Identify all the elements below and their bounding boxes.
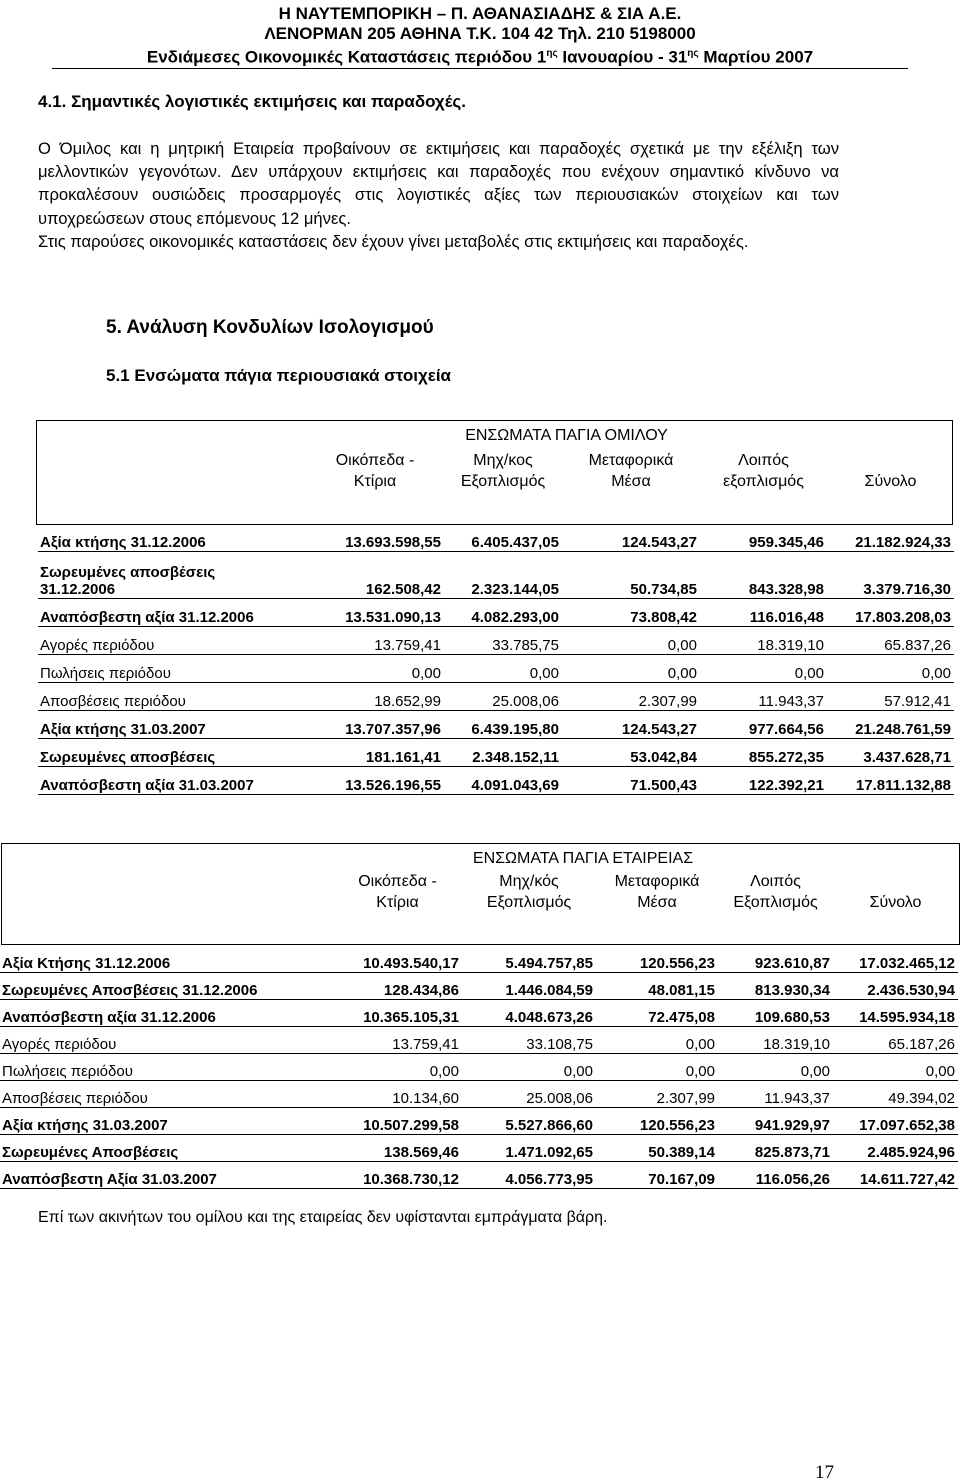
cell-value: 11.943,37 [700, 683, 827, 711]
cell-value: 0,00 [596, 1027, 718, 1054]
cell-value: 162.508,42 [306, 552, 444, 599]
cell-value: 13.531.090,13 [306, 599, 444, 627]
cell-value: 0,00 [444, 655, 562, 683]
cell-value: 73.808,42 [562, 599, 700, 627]
row-label: Αποσβέσεις περιόδου [38, 683, 306, 711]
cell-value: 2.323.144,05 [444, 552, 562, 599]
cell-value: 50.734,85 [562, 552, 700, 599]
cell-value: 71.500,43 [562, 767, 700, 795]
cell-value: 14.595.934,18 [833, 1000, 958, 1027]
cell-value: 14.611.727,42 [833, 1162, 958, 1189]
column-header: Σύνολο [869, 894, 922, 911]
table-row [38, 599, 954, 627]
page-number: 17 [815, 1462, 834, 1483]
row-label: Αξία κτήσης 31.03.2007 [0, 1108, 333, 1135]
column-header: Μηχ/κος Εξοπλισμός [460, 452, 546, 490]
row-label: Αξία κτήσης 31.12.2006 [38, 524, 306, 552]
cell-value: 17.803.208,03 [827, 599, 954, 627]
cell-value: 10.507.299,58 [333, 1108, 462, 1135]
section-4-1-paragraph-1: Ο Όμιλος και η μητρική Εταιρεία προβαίνουν σε εκτιμήσεις και παραδοχές σχετικά με την εξέλιξη των μελλοντικών γεγονότων. Δεν υπάρχουν εκτιμήσεις και παραδοχές που ενέχουν σημαντικό κίνδυνο να προκαλέσουν ουσιώδεις προσαρμογές στις λογιστικές αξίες των περιουσιακών στοιχείων και των υποχρεώσεων στους επόμενους 12 μήνες. [38, 139, 839, 228]
table-row [38, 767, 954, 795]
cell-value: 855.272,35 [700, 739, 827, 767]
table-row [0, 1135, 958, 1162]
cell-value: 6.439.195,80 [444, 711, 562, 739]
cell-value: 53.042,84 [562, 739, 700, 767]
table-row [38, 739, 954, 767]
cell-value: 959.345,46 [700, 524, 827, 552]
cell-value: 109.680,53 [718, 1000, 833, 1027]
cell-value: 25.008,06 [444, 683, 562, 711]
cell-value: 941.929,97 [718, 1108, 833, 1135]
table-title-row [38, 423, 954, 445]
cell-value: 13.759,41 [333, 1027, 462, 1054]
cell-value: 825.873,71 [718, 1135, 833, 1162]
cell-value: 0,00 [718, 1054, 833, 1081]
row-label: Αξία Κτήσης 31.12.2006 [0, 946, 333, 973]
cell-value: 138.569,46 [333, 1135, 462, 1162]
cell-value: 813.930,34 [718, 973, 833, 1000]
footnote: Επί των ακινήτων του ομίλου και της εταιρείας δεν υφίστανται εμπράγματα βάρη. [38, 1209, 608, 1226]
cell-value: 17.032.465,12 [833, 946, 958, 973]
cell-value: 0,00 [833, 1054, 958, 1081]
column-header: Μηχ/κός Εξοπλισμός [486, 873, 572, 911]
cell-value: 49.394,02 [833, 1081, 958, 1108]
table-row [0, 1081, 958, 1108]
cell-value: 4.091.043,69 [444, 767, 562, 795]
cell-value: 48.081,15 [596, 973, 718, 1000]
table-row [0, 1027, 958, 1054]
cell-value: 0,00 [596, 1054, 718, 1081]
cell-value: 10.493.540,17 [333, 946, 462, 973]
header-divider [52, 68, 908, 69]
section-4-1-paragraph-2: Στις παρούσες οικονομικές καταστάσεις δεν έχουν γίνει μεταβολές στις εκτιμήσεις και παραδοχές. [38, 232, 749, 251]
cell-value: 3.437.628,71 [827, 739, 954, 767]
cell-value: 10.134,60 [333, 1081, 462, 1108]
table-row [38, 524, 954, 552]
cell-value: 2.348.152,11 [444, 739, 562, 767]
cell-value: 120.556,23 [596, 1108, 718, 1135]
cell-value: 116.056,26 [718, 1162, 833, 1189]
cell-value: 57.912,41 [827, 683, 954, 711]
cell-value: 0,00 [827, 655, 954, 683]
cell-value: 2.436.530,94 [833, 973, 958, 1000]
cell-value: 72.475,08 [596, 1000, 718, 1027]
column-header: Οικόπεδα - Κτίρια [358, 873, 437, 911]
cell-value: 4.056.773,95 [462, 1162, 596, 1189]
cell-value: 13.526.196,55 [306, 767, 444, 795]
table-row [38, 552, 954, 599]
header-period: Ενδιάμεσες Οικονομικές Καταστάσεις περιόδου $1^{\eta\varsigma}$ Ιανουαρίου - $31^{\eta\varsigma}$ Μαρτίου 2007 [146, 47, 814, 67]
table-row [38, 711, 954, 739]
table-title: ΕΝΣΩΜΑΤΑ ΠΑΓΙΑ ΟΜΙΛΟΥ [465, 427, 668, 444]
cell-value: 50.389,14 [596, 1135, 718, 1162]
header-company: Η ΝΑΥΤΕΜΠΟΡΙΚΗ – Π. ΑΘΑΝΑΣΙΑΔΗΣ & ΣΙΑ Α.Ε. [278, 4, 682, 23]
table-row [0, 1108, 958, 1135]
cell-value: 843.328,98 [700, 552, 827, 599]
cell-value: 124.543,27 [562, 711, 700, 739]
cell-value: 33.108,75 [462, 1027, 596, 1054]
column-header: Λοιπός εξοπλισμός [723, 452, 804, 490]
table-row [38, 655, 954, 683]
cell-value: 21.248.761,59 [827, 711, 954, 739]
cell-value: 1.471.092,65 [462, 1135, 596, 1162]
cell-value: 2.307,99 [562, 683, 700, 711]
row-label: Πωλήσεις περιόδου [38, 655, 306, 683]
column-header: Σύνολο [864, 473, 917, 490]
cell-value: 2.307,99 [596, 1081, 718, 1108]
cell-value: 33.785,75 [444, 627, 562, 655]
row-label: Αγορές περιόδου [0, 1027, 333, 1054]
cell-value: 181.161,41 [306, 739, 444, 767]
row-label: Αποσβέσεις περιόδου [0, 1081, 333, 1108]
table-row [0, 1054, 958, 1081]
row-label: Αξία κτήσης 31.03.2007 [38, 711, 306, 739]
company-fixed-assets-table [0, 846, 958, 1189]
cell-value: 122.392,21 [700, 767, 827, 795]
section-4-1-title: 4.1. Σημαντικές λογιστικές εκτιμήσεις και παραδοχές. [38, 92, 466, 111]
row-label: Σωρευμένες αποσβέσεις [38, 739, 306, 767]
section-5-title: 5. Ανάλυση Κονδυλίων Ισολογισμού [106, 317, 434, 338]
cell-value: 0,00 [562, 627, 700, 655]
table-title-row [0, 846, 958, 868]
row-label: Αναπόσβεστη αξία 31.12.2006 [38, 599, 306, 627]
table-row [38, 683, 954, 711]
cell-value: 17.811.132,88 [827, 767, 954, 795]
cell-value: 1.446.084,59 [462, 973, 596, 1000]
row-label: Αναπόσβεστη αξία 31.12.2006 [0, 1000, 333, 1027]
cell-value: 65.187,26 [833, 1027, 958, 1054]
row-label: Σωρευμένες Αποσβέσεις [0, 1135, 333, 1162]
section-5-1-title: 5.1 Ενσώματα πάγια περιουσιακά στοιχεία [106, 366, 451, 385]
cell-value: 18.652,99 [306, 683, 444, 711]
cell-value: 4.048.673,26 [462, 1000, 596, 1027]
cell-value: 6.405.437,05 [444, 524, 562, 552]
cell-value: 18.319,10 [700, 627, 827, 655]
cell-value: 0,00 [562, 655, 700, 683]
cell-value: 2.485.924,96 [833, 1135, 958, 1162]
table-header-row [0, 868, 958, 913]
cell-value: 0,00 [462, 1054, 596, 1081]
column-header: Λοιπός Εξοπλισμός [733, 873, 818, 911]
cell-value: 4.082.293,00 [444, 599, 562, 627]
cell-value: 13.759,41 [306, 627, 444, 655]
table-header-row [38, 445, 954, 492]
table-row [0, 973, 958, 1000]
table-row [0, 946, 958, 973]
cell-value: 120.556,23 [596, 946, 718, 973]
row-label: Σωρευμένες αποσβέσεις 31.12.2006 [38, 552, 306, 599]
cell-value: 10.365.105,31 [333, 1000, 462, 1027]
cell-value: 977.664,56 [700, 711, 827, 739]
cell-value: 0,00 [306, 655, 444, 683]
cell-value: 116.016,48 [700, 599, 827, 627]
cell-value: 3.379.716,30 [827, 552, 954, 599]
cell-value: 128.434,86 [333, 973, 462, 1000]
cell-value: 13.707.357,96 [306, 711, 444, 739]
header-address: ΛΕΝΟΡΜΑΝ 205 ΑΘΗΝΑ Τ.Κ. 104 42 Τηλ. 210 5198000 [264, 24, 696, 43]
table-title: ΕΝΣΩΜΑΤΑ ΠΑΓΙΑ ΕΤΑΙΡΕΙΑΣ [472, 850, 694, 867]
row-label: Αγορές περιόδου [38, 627, 306, 655]
row-label: Αναπόσβεστη Αξία 31.03.2007 [0, 1162, 333, 1189]
cell-value: 0,00 [700, 655, 827, 683]
table-row [0, 1162, 958, 1189]
cell-value: 70.167,09 [596, 1162, 718, 1189]
row-label: Σωρευμένες Αποσβέσεις 31.12.2006 [0, 973, 333, 1000]
cell-value: 10.368.730,12 [333, 1162, 462, 1189]
cell-value: 21.182.924,33 [827, 524, 954, 552]
cell-value: 124.543,27 [562, 524, 700, 552]
cell-value: 25.008,06 [462, 1081, 596, 1108]
table-row [0, 1000, 958, 1027]
cell-value: 18.319,10 [718, 1027, 833, 1054]
column-header: Μεταφορικά Μέσα [614, 873, 700, 911]
cell-value: 5.527.866,60 [462, 1108, 596, 1135]
cell-value: 65.837,26 [827, 627, 954, 655]
table-row [38, 627, 954, 655]
cell-value: 923.610,87 [718, 946, 833, 973]
cell-value: 0,00 [333, 1054, 462, 1081]
row-label: Αναπόσβεστη αξία 31.03.2007 [38, 767, 306, 795]
cell-value: 13.693.598,55 [306, 524, 444, 552]
column-header: Μεταφορικά Μέσα [588, 452, 674, 490]
row-label: Πωλήσεις περιόδου [0, 1054, 333, 1081]
column-header: Οικόπεδα - Κτίρια [335, 452, 415, 490]
cell-value: 5.494.757,85 [462, 946, 596, 973]
cell-value: 11.943,37 [718, 1081, 833, 1108]
cell-value: 17.097.652,38 [833, 1108, 958, 1135]
group-fixed-assets-table [38, 423, 954, 795]
